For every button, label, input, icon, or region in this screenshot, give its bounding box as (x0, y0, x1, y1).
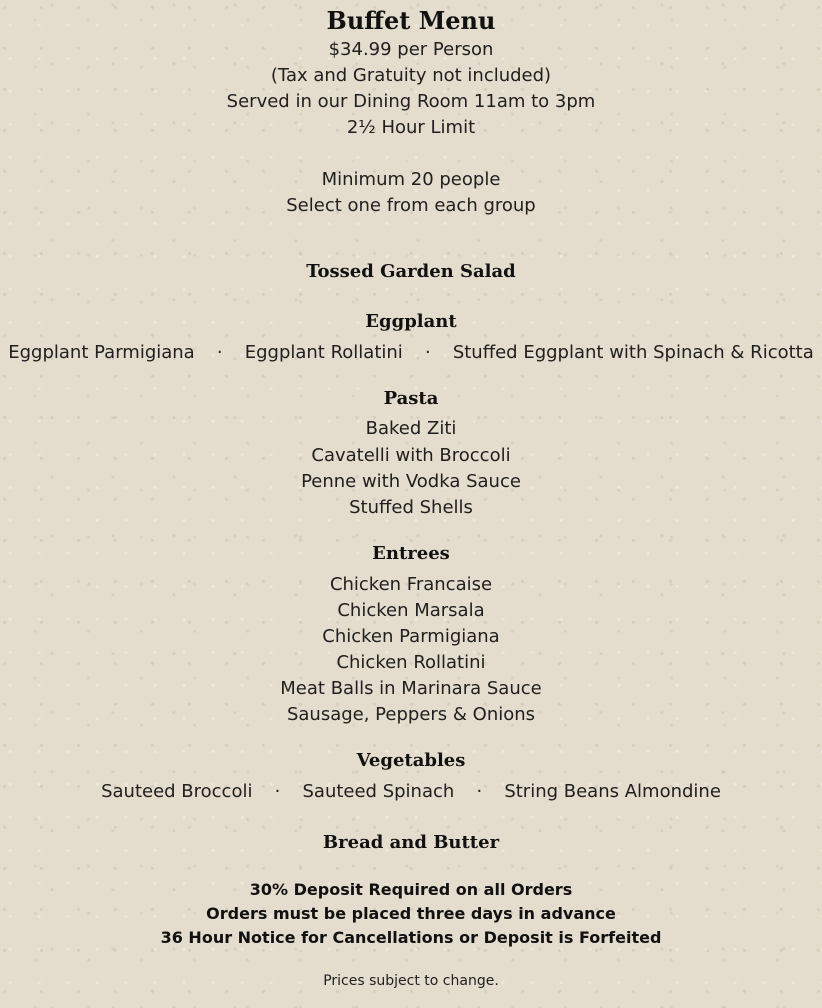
selection-instructions: Select one from each group (286, 195, 536, 216)
menu-item: Sausage, Peppers & Onions (286, 704, 536, 725)
entrees-heading: Entrees (372, 543, 450, 564)
menu-item: Chicken Francaise (329, 574, 493, 595)
eggplant-heading: Eggplant (365, 311, 457, 332)
separator-dot: · (476, 781, 483, 802)
tax-note: (Tax and Gratuity not included) (270, 65, 552, 86)
prices-note: Prices subject to change. (323, 973, 499, 989)
menu-item: Eggplant Rollatini (244, 342, 403, 363)
cancellation-policy: 36 Hour Notice for Cancellations or Deposit is Forfeited (160, 928, 662, 947)
menu-item: Sauteed Spinach (302, 781, 455, 802)
menu-item: Penne with Vodka Sauce (301, 471, 521, 492)
vegetable-options (0, 779, 822, 805)
price-per-person: $34.99 per Person (328, 39, 494, 60)
menu-item: Eggplant Parmigiana (8, 342, 195, 363)
menu-item: Cavatelli with Broccoli (311, 445, 511, 466)
bread-heading: Bread and Butter (322, 832, 500, 853)
pasta-heading: Pasta (383, 388, 439, 409)
menu-item: String Beans Almondine (504, 781, 721, 802)
minimum-people: Minimum 20 people (321, 169, 501, 190)
eggplant-options (0, 340, 822, 366)
menu-item: Stuffed Shells (349, 497, 473, 518)
menu-item: Chicken Marsala (337, 600, 485, 621)
menu-item: Chicken Rollatini (336, 652, 486, 673)
advance-order-policy: Orders must be placed three days in advance (206, 904, 616, 923)
separator-dot: · (274, 781, 281, 802)
vegetables-heading: Vegetables (356, 750, 466, 771)
menu-item: Baked Ziti (365, 418, 457, 439)
deposit-policy: 30% Deposit Required on all Orders (249, 880, 573, 899)
menu-item: Meat Balls in Marinara Sauce (280, 678, 542, 699)
menu-title: Buffet Menu (326, 6, 496, 35)
menu-item: Chicken Parmigiana (322, 626, 500, 647)
menu-item: Stuffed Eggplant with Spinach & Ricotta (452, 342, 814, 363)
separator-dot: · (424, 342, 431, 363)
salad-heading: Tossed Garden Salad (306, 261, 516, 282)
serving-hours: Served in our Dining Room 11am to 3pm (226, 91, 596, 112)
time-limit: 2½ Hour Limit (346, 117, 476, 138)
menu-item: Sauteed Broccoli (101, 781, 253, 802)
separator-dot: · (216, 342, 223, 363)
